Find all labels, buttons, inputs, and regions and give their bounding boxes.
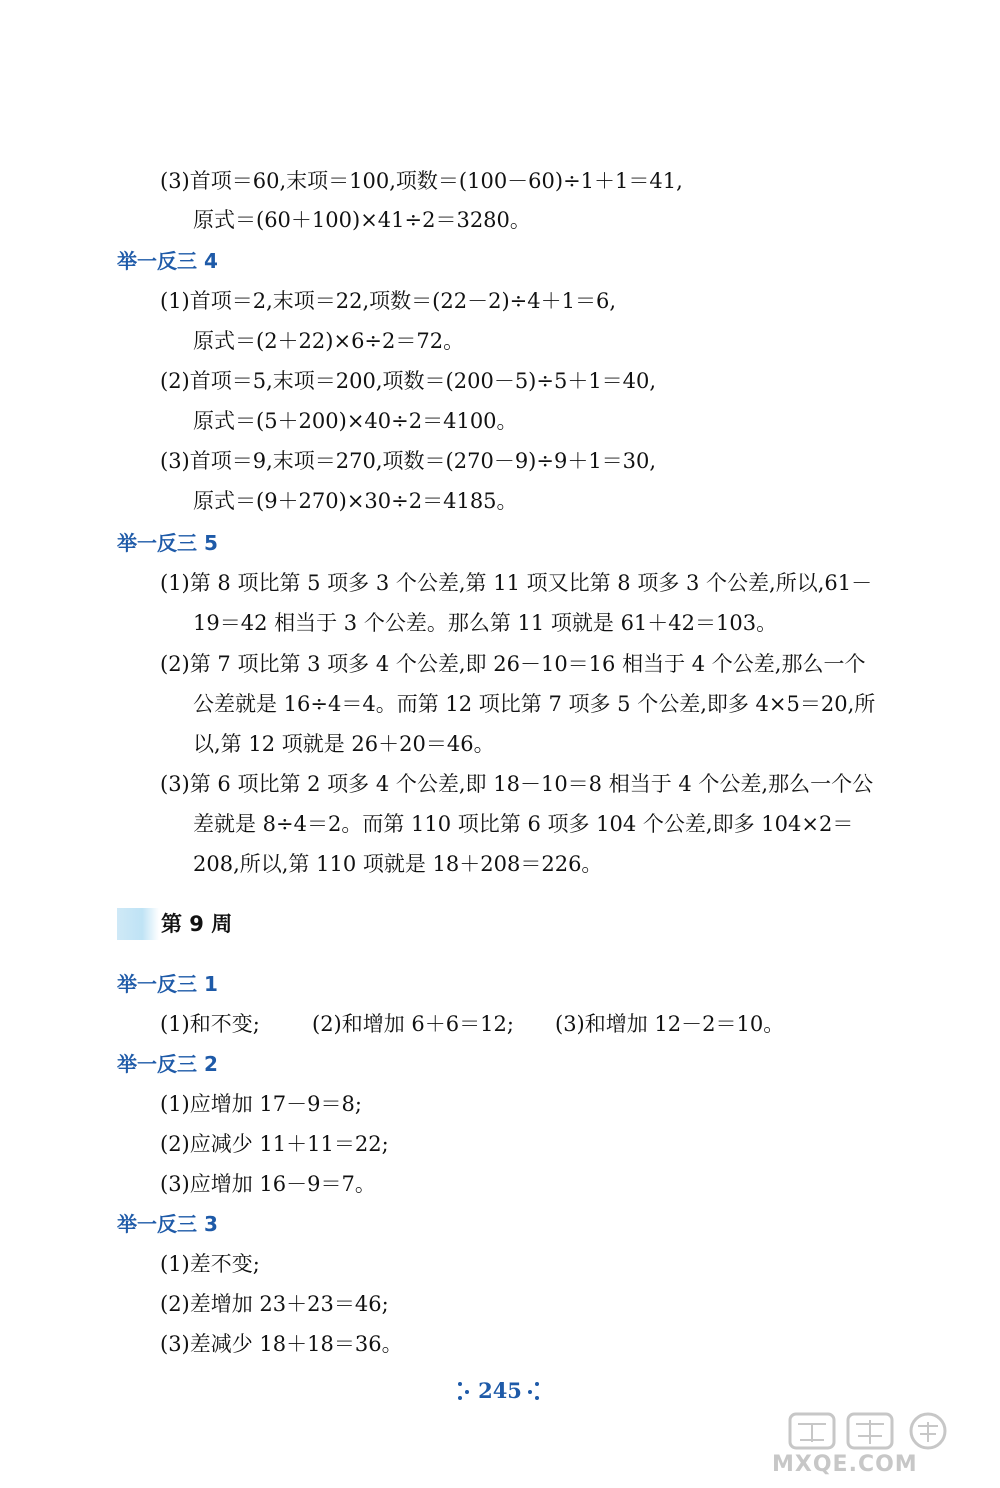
- decor-dots-icon: [458, 1382, 474, 1402]
- text-line: (2)和增加 6＋6＝12;: [312, 1012, 514, 1036]
- text-line: (1)差不变;: [160, 1252, 260, 1276]
- text-line: 公差就是 16÷4＝4。而第 12 项比第 7 项多 5 个公差,即多 4×5＝20,所: [193, 692, 876, 716]
- text-line: (3)首项＝60,末项＝100,项数＝(100－60)÷1＋1＝41,: [160, 169, 683, 193]
- page-number: [450, 1374, 550, 1408]
- week-title: 第 9 周: [161, 912, 233, 936]
- text-line: (3)和增加 12－2＝10。: [555, 1012, 785, 1036]
- text-line: 差就是 8÷4＝2。而第 110 项比第 6 项多 104 个公差,即多 104×2＝: [193, 812, 854, 836]
- text-line: (1)第 8 项比第 5 项多 3 个公差,第 11 项又比第 8 项多 3 个公差,所以,61－: [160, 571, 873, 595]
- text-line: 原式＝(9＋270)×30÷2＝4185。: [193, 489, 518, 513]
- text-line: (2)应减少 11＋11＝22;: [160, 1132, 389, 1156]
- watermark-domain: MXQE.COM: [772, 1452, 918, 1477]
- decor-dots-icon: [528, 1382, 544, 1402]
- text-line: (2)首项＝5,末项＝200,项数＝(200－5)÷5＋1＝40,: [160, 369, 657, 393]
- section-heading: 举一反三 2: [117, 1052, 218, 1076]
- watermark: [760, 1410, 985, 1480]
- text-line: (1)首项＝2,末项＝22,项数＝(22－2)÷4＋1＝6,: [160, 289, 617, 313]
- text-line: (3)首项＝9,末项＝270,项数＝(270－9)÷9＋1＝30,: [160, 449, 657, 473]
- section-heading: 举一反三 4: [117, 249, 218, 273]
- text-line: (3)差减少 18＋18＝36。: [160, 1332, 403, 1356]
- text-line: (1)应增加 17－9＝8;: [160, 1092, 362, 1116]
- text-line: (1)和不变;: [160, 1012, 260, 1036]
- section-heading: 举一反三 3: [117, 1212, 218, 1236]
- text-line: 以,第 12 项就是 26＋20＝46。: [193, 732, 495, 756]
- text-line: 19＝42 相当于 3 个公差。那么第 11 项就是 61＋42＝103。: [193, 611, 778, 635]
- week-heading-marker: [117, 908, 159, 940]
- page-number-text: 245: [478, 1378, 522, 1403]
- text-line: (2)第 7 项比第 3 项多 4 个公差,即 26－10＝16 相当于 4 个公差,那么一个: [160, 652, 866, 676]
- text-line: 原式＝(2＋22)×6÷2＝72。: [193, 329, 465, 353]
- section-heading: 举一反三 5: [117, 531, 218, 555]
- section-heading: 举一反三 1: [117, 972, 218, 996]
- week-heading: [117, 904, 297, 944]
- text-line: 原式＝(60＋100)×41÷2＝3280。: [193, 208, 531, 232]
- text-line: 208,所以,第 110 项就是 18＋208＝226。: [193, 852, 603, 876]
- text-line: (3)第 6 项比第 2 项多 4 个公差,即 18－10＝8 相当于 4 个公差,那么一个公: [160, 772, 874, 796]
- text-line: (3)应增加 16－9＝7。: [160, 1172, 376, 1196]
- text-line: 原式＝(5＋200)×40÷2＝4100。: [193, 409, 518, 433]
- text-line: (2)差增加 23＋23＝46;: [160, 1292, 389, 1316]
